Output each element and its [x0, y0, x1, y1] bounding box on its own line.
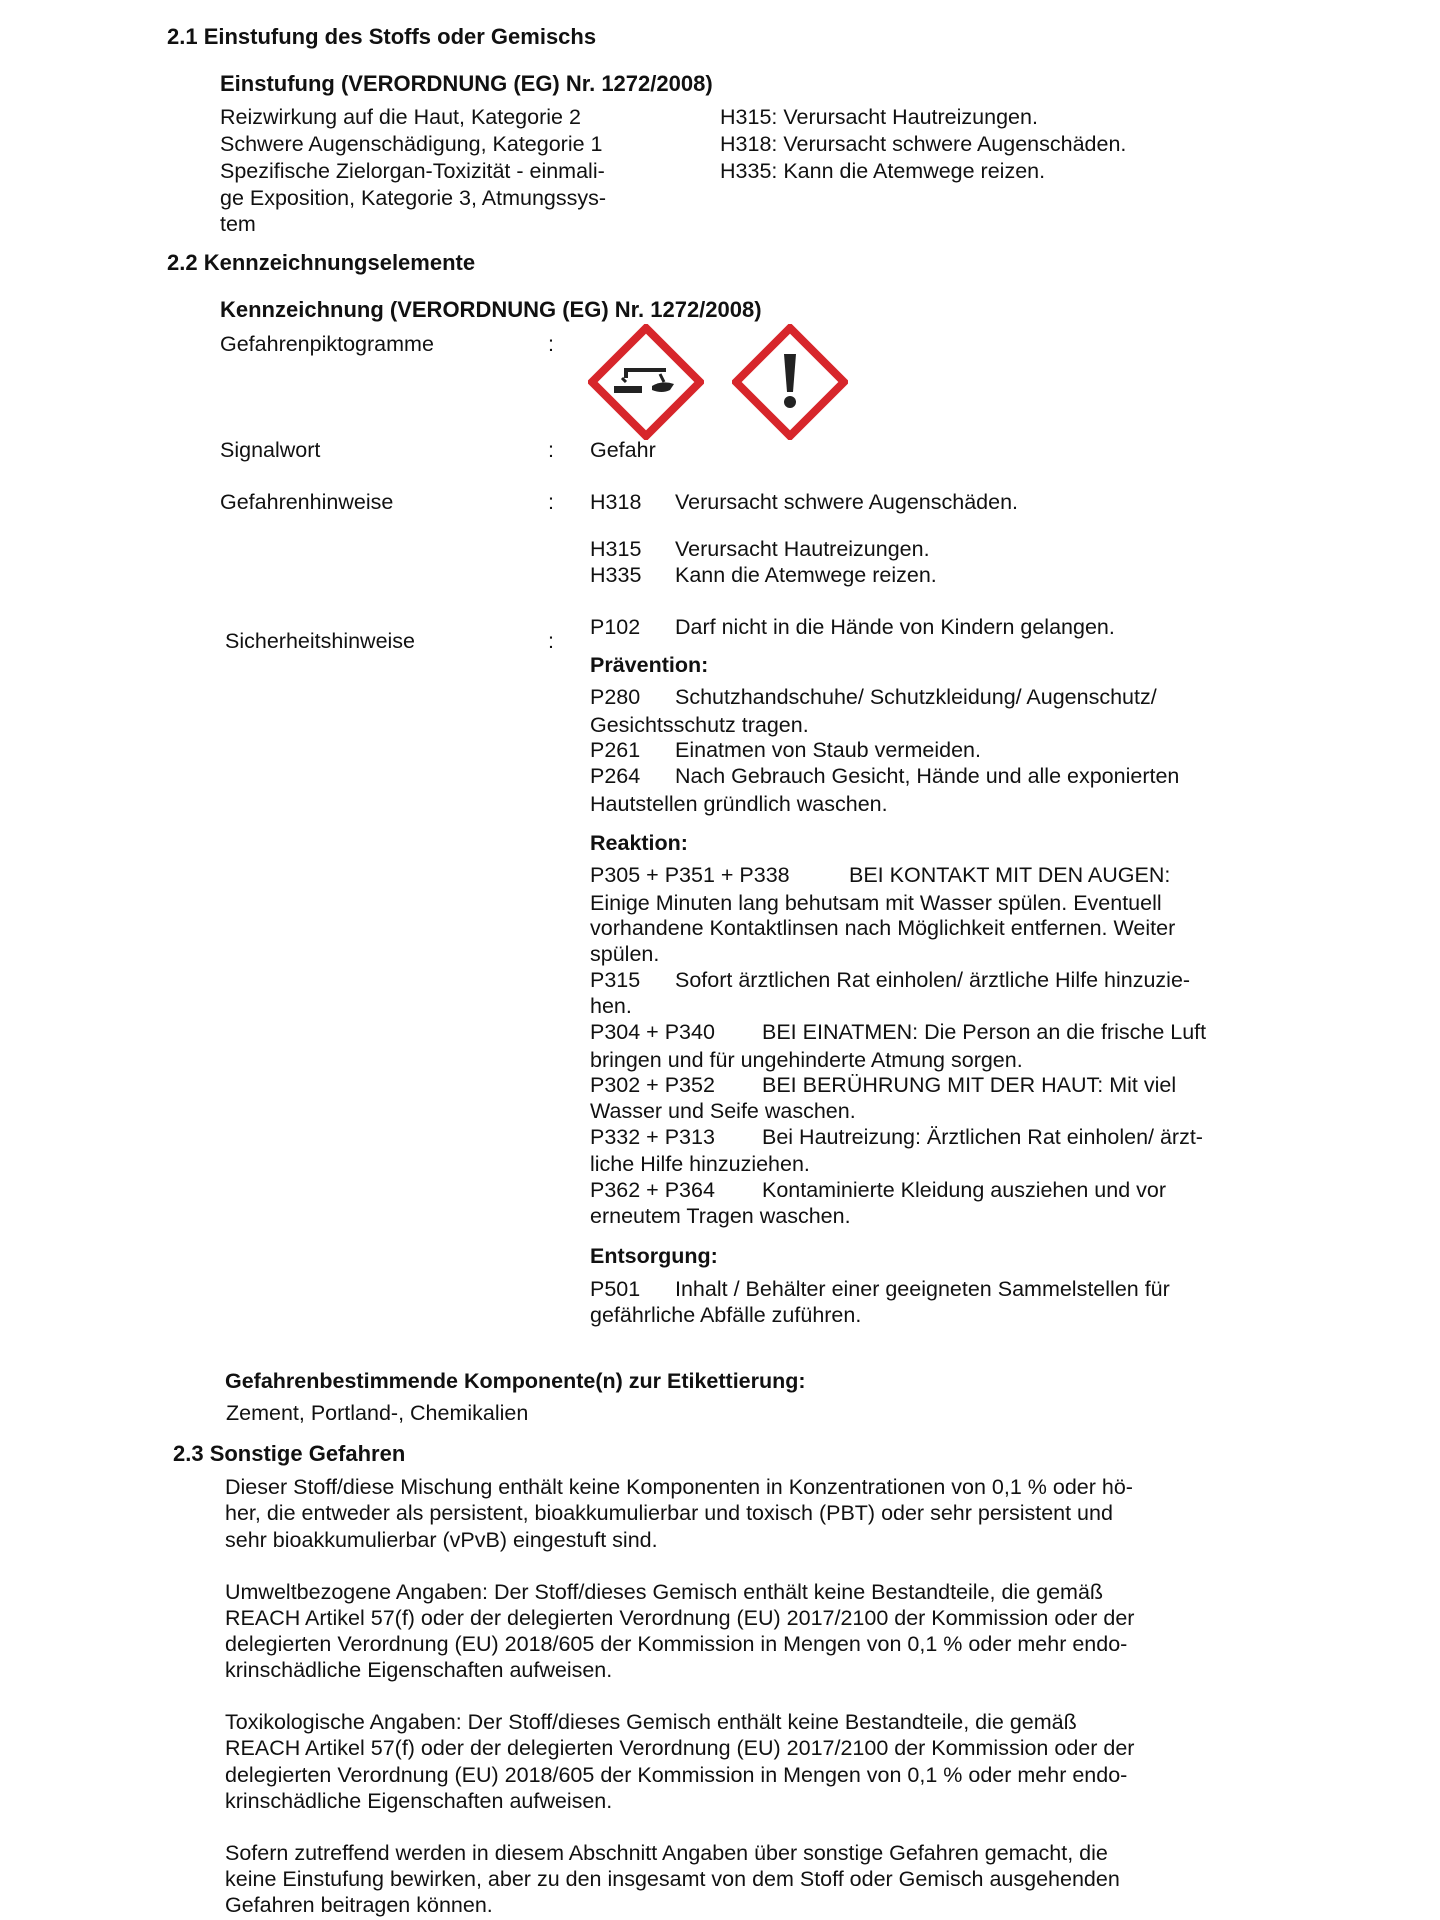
- signal-word: Gefahr: [590, 438, 656, 462]
- statement-continuation: vorhandene Kontaktlinsen nach Möglichkeit entfernen. Weiter: [590, 916, 1176, 940]
- colon: :: [548, 332, 554, 356]
- text: BEI BERÜHRUNG MIT DER HAUT: Mit viel: [762, 1073, 1177, 1097]
- precaution-label: Sicherheitshinweise: [225, 629, 416, 653]
- disposal-heading: Entsorgung:: [590, 1244, 718, 1268]
- code: H335: [590, 563, 642, 587]
- corrosion-icon: [588, 324, 704, 440]
- code: P102: [590, 615, 641, 639]
- classification-title: Einstufung (VERORDNUNG (EG) Nr. 1272/2008): [220, 71, 713, 96]
- code: P315: [590, 968, 641, 992]
- reaction-heading: Reaktion:: [590, 831, 688, 855]
- hazard-label: Gefahrenhinweise: [220, 490, 394, 514]
- code: H318: [590, 490, 642, 514]
- paragraph-line: Umweltbezogene Angaben: Der Stoff/dieses Gemisch enthält keine Bestandteile, die gemäß: [225, 1580, 1104, 1604]
- prevention-heading: Prävention:: [590, 653, 709, 677]
- exclamation-mark-icon: [732, 324, 848, 440]
- text: Kontaminierte Kleidung ausziehen und vor: [762, 1178, 1166, 1202]
- paragraph-line: krinschädliche Eigenschaften aufweisen.: [225, 1789, 613, 1813]
- paragraph-line: REACH Artikel 57(f) oder der delegierten Verordnung (EU) 2017/2100 der Kommission oder der: [225, 1606, 1135, 1630]
- statement-continuation: Wasser und Seife waschen.: [590, 1099, 856, 1123]
- paragraph-line: krinschädliche Eigenschaften aufweisen.: [225, 1658, 613, 1682]
- code: H315: [590, 537, 642, 561]
- components-heading: Gefahrenbestimmende Komponente(n) zur Etikettierung:: [225, 1369, 806, 1393]
- paragraph-line: Gefahren beitragen können.: [225, 1893, 493, 1917]
- colon: :: [548, 490, 554, 514]
- text: Schutzhandschuhe/ Schutzkleidung/ Augenschutz/: [675, 685, 1157, 709]
- text: Darf nicht in die Hände von Kindern gelangen.: [675, 615, 1115, 639]
- text: Verursacht Hautreizungen.: [675, 537, 930, 561]
- statement-continuation: spülen.: [590, 942, 660, 966]
- code: P280: [590, 685, 641, 709]
- statement-continuation: Einige Minuten lang behutsam mit Wasser spülen. Eventuell: [590, 891, 1162, 915]
- colon: :: [548, 438, 554, 462]
- section-2-2-heading: 2.2 Kennzeichnungselemente: [167, 250, 476, 275]
- text: BEI KONTAKT MIT DEN AUGEN:: [849, 863, 1171, 887]
- statement-continuation: erneutem Tragen waschen.: [590, 1204, 851, 1228]
- statement-continuation: gefährliche Abfälle zuführen.: [590, 1303, 862, 1327]
- text: Sofort ärztlichen Rat einholen/ ärztliche Hilfe hinzuzie-: [675, 968, 1191, 992]
- classification-line: Schwere Augenschädigung, Kategorie 1: [220, 132, 603, 156]
- paragraph-line: keine Einstufung bewirken, aber zu den insgesamt von dem Stoff oder Gemisch ausgehenden: [225, 1867, 1120, 1891]
- classification-line: ge Exposition, Kategorie 3, Atmungssys-: [220, 186, 607, 210]
- text: Bei Hautreizung: Ärztlichen Rat einholen/ ärzt-: [762, 1125, 1203, 1149]
- paragraph-line: Dieser Stoff/diese Mischung enthält keine Komponenten in Konzentrationen von 0,1 % oder hö-: [225, 1475, 1133, 1499]
- paragraph-line: delegierten Verordnung (EU) 2018/605 der Kommission in Mengen von 0,1 % oder mehr endo-: [225, 1632, 1128, 1656]
- labelling-title: Kennzeichnung (VERORDNUNG (EG) Nr. 1272/2008): [220, 297, 762, 322]
- classification-line: tem: [220, 212, 256, 236]
- paragraph-line: delegierten Verordnung (EU) 2018/605 der Kommission in Mengen von 0,1 % oder mehr endo-: [225, 1763, 1128, 1787]
- code: P332 + P313: [590, 1125, 715, 1149]
- text: Kann die Atemwege reizen.: [675, 563, 937, 587]
- classification-line: Spezifische Zielorgan-Toxizität - einmali-: [220, 159, 605, 183]
- paragraph-line: Toxikologische Angaben: Der Stoff/dieses Gemisch enthält keine Bestandteile, die gemäß: [225, 1710, 1077, 1734]
- code: P362 + P364: [590, 1178, 715, 1202]
- section-2-1-heading: 2.1 Einstufung des Stoffs oder Gemischs: [167, 24, 597, 49]
- text: Verursacht schwere Augenschäden.: [675, 490, 1019, 514]
- hazard-classification: H335: Kann die Atemwege reizen.: [720, 159, 1046, 183]
- paragraph-line: REACH Artikel 57(f) oder der delegierten Verordnung (EU) 2017/2100 der Kommission oder der: [225, 1736, 1135, 1760]
- classification-line: Reizwirkung auf die Haut, Kategorie 2: [220, 105, 581, 129]
- statement-continuation: hen.: [590, 994, 632, 1018]
- text: Einatmen von Staub vermeiden.: [675, 738, 981, 762]
- paragraph-line: Sofern zutreffend werden in diesem Abschnitt Angaben über sonstige Gefahren gemacht, die: [225, 1841, 1108, 1865]
- code: P261: [590, 738, 641, 762]
- paragraph-line: her, die entweder als persistent, bioakkumulierbar und toxisch (PBT) oder sehr persistent und: [225, 1501, 1113, 1525]
- pictograms-label: Gefahrenpiktogramme: [220, 332, 434, 356]
- code: P305 + P351 + P338: [590, 863, 790, 887]
- paragraph-line: sehr bioakkumulierbar (vPvB) eingestuft sind.: [225, 1528, 658, 1552]
- text: BEI EINATMEN: Die Person an die frische Luft: [762, 1020, 1207, 1044]
- hazard-classification: H318: Verursacht schwere Augenschäden.: [720, 132, 1127, 156]
- statement-continuation: Gesichtsschutz tragen.: [590, 713, 809, 737]
- statement-continuation: liche Hilfe hinzuziehen.: [590, 1152, 810, 1176]
- statement-continuation: bringen und für ungehinderte Atmung sorgen.: [590, 1048, 1023, 1072]
- hazard-classification: H315: Verursacht Hautreizungen.: [720, 105, 1038, 129]
- code: P264: [590, 764, 641, 788]
- statement-continuation: Hautstellen gründlich waschen.: [590, 792, 888, 816]
- components: Zement, Portland-, Chemikalien: [226, 1401, 529, 1425]
- text: Inhalt / Behälter einer geeigneten Sammelstellen für: [675, 1277, 1170, 1301]
- signal-word-label: Signalwort: [220, 438, 321, 462]
- code: P501: [590, 1277, 641, 1301]
- code: P302 + P352: [590, 1073, 715, 1097]
- code: P304 + P340: [590, 1020, 715, 1044]
- section-2-3-heading: 2.3 Sonstige Gefahren: [173, 1441, 406, 1466]
- text: Nach Gebrauch Gesicht, Hände und alle exponierten: [675, 764, 1180, 788]
- colon: :: [548, 629, 554, 653]
